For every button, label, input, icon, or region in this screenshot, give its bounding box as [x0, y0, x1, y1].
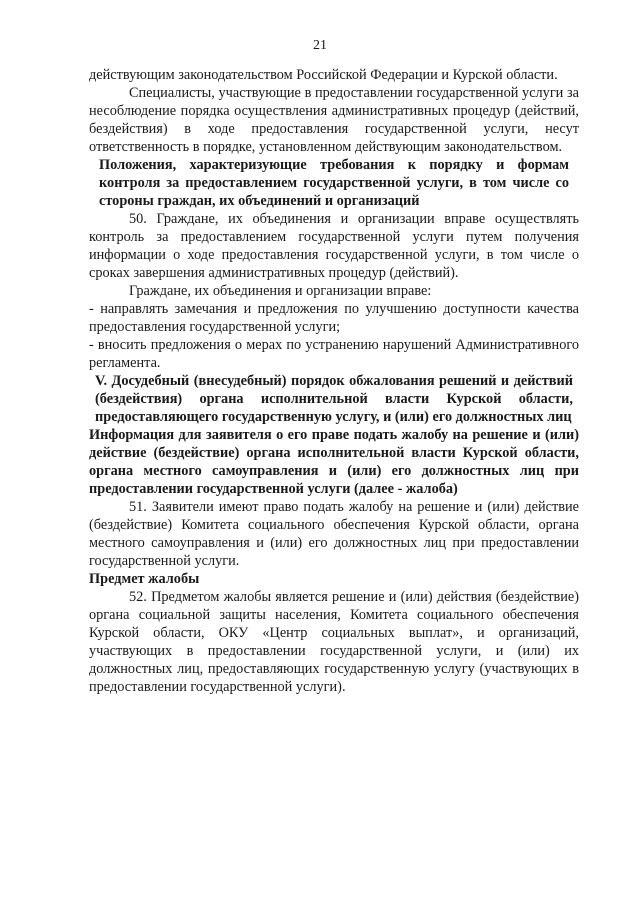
heading-complaint-subject: Предмет жалобы — [89, 571, 200, 587]
paragraph-continuation: действующим законодательством Российской Федерации и Курской области. — [89, 67, 558, 83]
paragraph-citizens-rights: Граждане, их объединения и организации вправе: — [129, 283, 432, 299]
heading-control-requirements: Положения, характеризующие требования к порядку и формам контроля за предоставлением государственной услуги, в том числе со стороны граждан, их объединений и организаций — [99, 157, 569, 209]
paragraph-51: 51. Заявители имеют право подать жалобу на решение и (или) действие (бездействие) Комитета социального обеспечения Курской области, органа местного самоуправления и (или) его должностных лиц при предоставлении государственной услуги. — [89, 499, 579, 569]
page-number: 21 — [313, 38, 327, 53]
paragraph-52: 52. Предметом жалобы является решение и (или) действия (бездействие) органа социальной защиты населения, Комитета социального обеспечения Курской области, ОКУ «Центр социальных выплат», и организаций, участвующих в предоставлении государственной услуги, и (или) их должностных лиц, предоставляющих государственную услугу (участвующих в предоставлении государственной услуги). — [89, 589, 579, 695]
heading-complaint-info: Информация для заявителя о его праве подать жалобу на решение и (или) действие (бездействие) органа исполнительной власти Курской области, органа местного самоуправления и (или) его должностных лиц при предоставлении государственной услуги (далее - жалоба) — [89, 427, 579, 497]
list-item-proposals: - вносить предложения о мерах по устранению нарушений Административного регламента. — [89, 337, 579, 371]
paragraph-specialists-responsibility: Специалисты, участвующие в предоставлении государственной услуги за несоблюдение порядка осуществления административных процедур (действий, бездействия) в ходе предоставления государственной услуги, несут ответственность в порядке, установленном действующим законодательством. — [89, 85, 579, 155]
paragraph-50: 50. Граждане, их объединения и организации вправе осуществлять контроль за предоставлением государственной услуги путем получения информации о ходе предоставления государственной услуги, в том числе о сроках завершения административных процедур (действий). — [89, 211, 579, 281]
heading-section-v: V. Досудебный (внесудебный) порядок обжалования решений и действий (бездействия) органа исполнительной власти Курской области, предоставляющего государственную услугу, и (или) его должностных лиц — [95, 373, 573, 425]
document-body — [89, 66, 579, 696]
list-item-remarks: - направлять замечания и предложения по улучшению доступности качества предоставления государственной услуги; — [89, 301, 579, 335]
